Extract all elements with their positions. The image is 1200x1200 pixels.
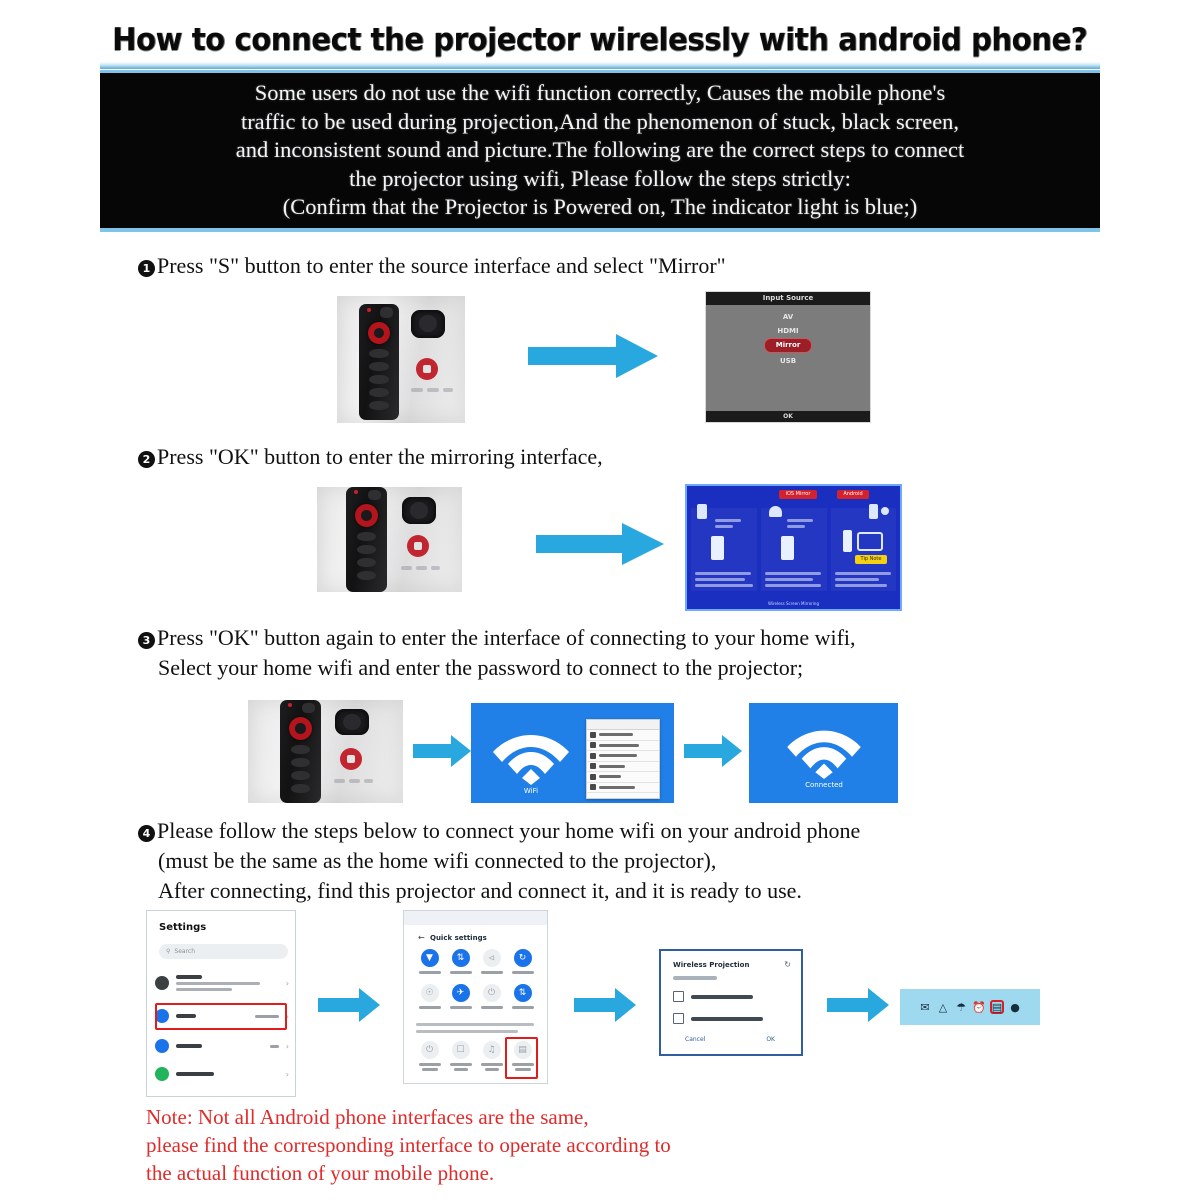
dialog-cancel-button[interactable]: Cancel xyxy=(685,1036,706,1043)
chevron-right-icon-account: › xyxy=(285,978,289,988)
projector-label-2 xyxy=(427,388,439,392)
back-arrow-icon[interactable]: ← xyxy=(418,933,425,942)
wireless-projection-dialog xyxy=(659,949,803,1056)
wifi-network-item-2[interactable] xyxy=(587,741,659,752)
cast-icon[interactable]: ▤ xyxy=(991,1000,1003,1014)
arrow-step3-a xyxy=(413,735,471,767)
mirror-phone-illustration-1 xyxy=(711,536,724,560)
step-4-line-1: Please follow the steps below to connect your home wifi on your android phone xyxy=(157,818,861,843)
mirror-badge-ios: iOS Mirror xyxy=(779,490,817,499)
wifi-network-item-3[interactable] xyxy=(587,751,659,762)
battery-icon: ● xyxy=(1010,1000,1020,1014)
remote-button-d[interactable] xyxy=(369,401,389,410)
chevron-right-icon-sim: › xyxy=(285,1069,289,1079)
ultra-power-icon-tile: ⏻ xyxy=(421,1041,439,1059)
remote-button-3d[interactable] xyxy=(291,784,310,793)
mirror-desc-7 xyxy=(835,572,891,575)
wifi-network-item-4[interactable] xyxy=(587,762,659,773)
device-icon-1 xyxy=(673,991,684,1002)
wifi-network-item-1[interactable] xyxy=(587,730,659,741)
silent-mode-icon-tile: ♫ xyxy=(483,1041,501,1059)
bluetooth-icon xyxy=(155,1039,169,1053)
mirror-desc-1 xyxy=(695,572,751,575)
mirror-desc-9 xyxy=(835,584,887,587)
intro-panel xyxy=(100,70,1100,232)
projector-photo-step2 xyxy=(317,487,462,592)
quick-settings-note-2 xyxy=(416,1030,518,1033)
qs-tile-wifi[interactable] xyxy=(414,949,445,974)
intro-line-5: (Confirm that the Projector is Powered on, The indicator light is blue;) xyxy=(282,194,918,220)
note-line-3: the actual function of your mobile phone. xyxy=(146,1161,495,1185)
remote-button-3b[interactable] xyxy=(291,758,310,767)
quick-settings-statusbar xyxy=(404,911,547,925)
mirror-icon-apple xyxy=(697,504,707,519)
step-3-line-2: Select your home wifi and enter the password to connect to the projector; xyxy=(158,655,804,680)
wifi-icon xyxy=(491,725,571,785)
projector-label-3-3 xyxy=(364,779,373,783)
arrow-step4-a xyxy=(318,988,380,1022)
message-icon: ✉ xyxy=(920,1000,930,1014)
mirror-text-3 xyxy=(787,519,813,522)
step-3-line-1: Press "OK" button again to enter the interface of connecting to your home wifi, xyxy=(157,625,856,650)
mirror-desc-8 xyxy=(835,578,879,581)
step-1-line-1: Press "S" button to enter the source interface and select "Mirror" xyxy=(157,253,726,278)
projector-label-3 xyxy=(443,388,453,392)
quick-settings-tile-grid xyxy=(414,949,538,1009)
remote-led-icon-2 xyxy=(354,490,358,494)
mirror-desc-3 xyxy=(695,584,753,587)
page-title xyxy=(100,14,1100,66)
projector-label-2-3 xyxy=(431,566,440,570)
remote-power-button[interactable] xyxy=(380,307,393,318)
intro-line-1: Some users do not use the wifi function correctly, Causes the mobile phone's xyxy=(254,80,946,106)
step-4-number: 4 xyxy=(138,825,155,842)
mirror-text-4 xyxy=(787,525,805,528)
qs-tile-bluetooth[interactable] xyxy=(445,949,476,974)
remote-ok-button[interactable] xyxy=(368,322,390,344)
remote-control-3 xyxy=(280,700,321,803)
remote-button-2d[interactable] xyxy=(357,571,376,580)
dialog-ok-button[interactable]: OK xyxy=(766,1036,775,1043)
remote-ok-button-3[interactable] xyxy=(289,717,312,740)
qs-tile-airplane[interactable] xyxy=(445,984,476,1009)
remote-button-a[interactable] xyxy=(369,349,389,358)
mirror-text-2 xyxy=(715,525,733,528)
refresh-icon[interactable]: ↻ xyxy=(784,960,791,969)
wifi-icon-status: ☂ xyxy=(956,1000,966,1014)
battery-icon-tile: ⏻ xyxy=(483,984,501,1002)
qs-tile-dnd[interactable] xyxy=(414,984,445,1009)
remote-button-2c[interactable] xyxy=(357,558,376,567)
rotate-icon-tile: ↻ xyxy=(514,949,532,967)
projector-power-indicator-icon-3 xyxy=(340,748,362,770)
arrow-step3-b xyxy=(684,735,742,767)
mirror-text-1 xyxy=(715,519,741,522)
wifi-connected-label: Connected xyxy=(805,781,843,789)
mirror-desc-5 xyxy=(765,578,813,581)
qs-tile-screenshot[interactable] xyxy=(445,1041,476,1071)
wifi-selection-screen xyxy=(471,703,674,803)
mobile-data-icon-tile: ⇅ xyxy=(514,984,532,1002)
arrow-step1 xyxy=(528,334,658,378)
remote-button-2b[interactable] xyxy=(357,545,376,554)
airplane-icon-tile: ✈ xyxy=(452,984,470,1002)
mirror-icon-android xyxy=(769,506,782,517)
wifi-icon-tile: ▼ xyxy=(421,949,439,967)
wifi-row-highlight-box xyxy=(155,1003,287,1030)
flashlight-icon-tile: ⏿ xyxy=(483,949,501,967)
input-source-item-mirror[interactable]: Mirror xyxy=(775,341,801,349)
arrow-step4-b xyxy=(574,988,636,1022)
wifi-connected-screen xyxy=(749,703,898,803)
projector-lens-icon-3 xyxy=(335,709,369,735)
mirror-icon-dot xyxy=(881,507,889,515)
arrow-step2 xyxy=(536,523,664,565)
projector-photo-step3 xyxy=(248,700,403,803)
projector-lens-icon xyxy=(411,310,445,338)
settings-row-bluetooth[interactable] xyxy=(147,1035,295,1057)
projector-lens-icon-2 xyxy=(402,497,436,524)
step-4-text xyxy=(138,816,860,906)
mirror-footer-text: Wireless Screen Mirroring xyxy=(767,601,819,606)
remote-power-button-2[interactable] xyxy=(368,490,381,500)
bottom-note xyxy=(146,1103,671,1187)
qs-tile-data[interactable] xyxy=(507,984,538,1009)
projector-label-3-1 xyxy=(334,779,345,783)
remote-led-icon-3 xyxy=(288,703,292,707)
projector-power-indicator-icon-2 xyxy=(407,535,429,557)
settings-row-sim[interactable] xyxy=(147,1063,295,1085)
input-source-item-av[interactable]: AV xyxy=(782,313,794,321)
projector-label-2-1 xyxy=(401,566,412,570)
remote-control xyxy=(359,304,399,420)
step-3-text xyxy=(138,623,856,683)
dialog-subtitle xyxy=(673,976,717,980)
mirror-desc-2 xyxy=(695,578,745,581)
step-2-line-1: Press "OK" button to enter the mirroring interface, xyxy=(157,444,603,469)
step-2-text xyxy=(138,442,603,472)
mirror-badge-tip: Tip Note xyxy=(855,555,887,564)
quick-settings-note-1 xyxy=(416,1023,534,1026)
account-icon xyxy=(155,976,169,990)
qs-tile-ultrapower[interactable] xyxy=(414,1041,445,1071)
remote-control-2 xyxy=(346,487,387,592)
remote-button-b[interactable] xyxy=(369,362,389,371)
page-title-text: How to connect the projector wirelessly with android phone? xyxy=(112,22,1088,58)
title-divider xyxy=(100,62,1100,69)
note-line-1: Note: Not all Android phone interfaces are the same, xyxy=(146,1105,589,1129)
remote-button-2a[interactable] xyxy=(357,532,376,541)
qs-tile-silent[interactable] xyxy=(476,1041,507,1071)
signal-icon: △ xyxy=(938,1000,948,1014)
note-line-2: please find the corresponding interface to operate according to xyxy=(146,1133,671,1157)
wifi-network-list[interactable] xyxy=(586,719,660,799)
remote-ok-button-2[interactable] xyxy=(355,504,378,527)
mirror-desc-6 xyxy=(765,584,821,587)
qs-tile-flashlight[interactable] xyxy=(476,949,507,974)
mirroring-interface-screen xyxy=(685,484,902,611)
bluetooth-icon-tile: ⇅ xyxy=(452,949,470,967)
remote-source-button[interactable] xyxy=(369,375,389,384)
remote-button-3a[interactable] xyxy=(291,745,310,754)
dnd-icon-tile: ☉ xyxy=(421,984,439,1002)
settings-title: Settings xyxy=(159,922,207,933)
chevron-right-icon-bt: › xyxy=(285,1041,289,1051)
quick-settings-title: Quick settings xyxy=(430,934,487,942)
mirror-phone-illustration-2 xyxy=(781,536,794,560)
settings-search-input[interactable] xyxy=(159,944,288,959)
device-icon-2 xyxy=(673,1013,684,1024)
alarm-icon: ⏰ xyxy=(972,1000,986,1014)
intro-line-4: the projector using wifi, Please follow the steps strictly: xyxy=(349,165,851,191)
step-3-number: 3 xyxy=(138,632,155,649)
wifi-list-header xyxy=(587,720,659,730)
mirror-desc-4 xyxy=(765,572,821,575)
intro-line-2: traffic to be used during projection,And the phenomenon of stuck, black screen, xyxy=(240,108,960,134)
chevron-right-icon-wifi: › xyxy=(285,1011,289,1021)
dialog-device-row-1[interactable] xyxy=(673,991,753,1002)
input-source-item-hdmi[interactable]: HDMI xyxy=(777,327,799,335)
qs-tile-rotate[interactable] xyxy=(507,949,538,974)
input-source-header: Input Source xyxy=(706,292,870,305)
projector-label-1 xyxy=(411,388,423,392)
projector-label-3-2 xyxy=(349,779,360,783)
dialog-device-row-2[interactable] xyxy=(673,1013,763,1024)
remote-button-3c[interactable] xyxy=(291,771,310,780)
qs-tile-battery[interactable] xyxy=(476,984,507,1009)
sim-icon xyxy=(155,1067,169,1081)
input-source-footer: OK xyxy=(706,411,870,422)
remote-led-icon xyxy=(367,308,371,312)
input-source-item-usb[interactable]: USB xyxy=(779,357,797,365)
step-4-line-2: (must be the same as the home wifi connected to the projector), xyxy=(158,848,717,873)
mirror-screen-illustration xyxy=(857,532,883,551)
step-1-text xyxy=(138,251,726,281)
remote-power-button-3[interactable] xyxy=(302,703,315,713)
wireless-projection-highlight-box xyxy=(505,1037,538,1079)
projector-label-2-2 xyxy=(416,566,427,570)
arrow-step4-c xyxy=(827,988,889,1022)
step-1-number: 1 xyxy=(138,260,155,277)
step-2-number: 2 xyxy=(138,451,155,468)
intro-line-3: and inconsistent sound and picture.The following are the correct steps to connect xyxy=(235,137,965,163)
mirror-icon-device xyxy=(869,504,878,519)
quick-settings-screen xyxy=(403,910,548,1084)
wifi-network-item-6[interactable] xyxy=(587,783,659,794)
mirror-badge-android: Android xyxy=(837,490,869,499)
search-placeholder: Search xyxy=(174,948,196,955)
projector-photo-step1 xyxy=(337,296,465,423)
dialog-title: Wireless Projection xyxy=(673,961,750,969)
projector-power-indicator-icon xyxy=(416,358,438,380)
android-settings-screen xyxy=(146,910,296,1097)
settings-row-account[interactable] xyxy=(147,969,295,997)
screenshot-icon-tile: ☐ xyxy=(452,1041,470,1059)
step-4-line-3: After connecting, find this projector and connect it, and it is ready to use. xyxy=(158,878,802,903)
remote-button-c[interactable] xyxy=(369,388,389,397)
wifi-connected-icon xyxy=(785,721,863,779)
wifi-network-item-5[interactable] xyxy=(587,772,659,783)
input-source-screen xyxy=(705,291,871,423)
mirror-phone-illustration-3 xyxy=(843,530,852,552)
wifi-label: WiFi xyxy=(523,787,539,795)
phone-status-bar xyxy=(900,989,1040,1025)
cast-icon-tile: ▤ xyxy=(514,1041,532,1059)
search-icon: ⚲ xyxy=(166,948,171,955)
